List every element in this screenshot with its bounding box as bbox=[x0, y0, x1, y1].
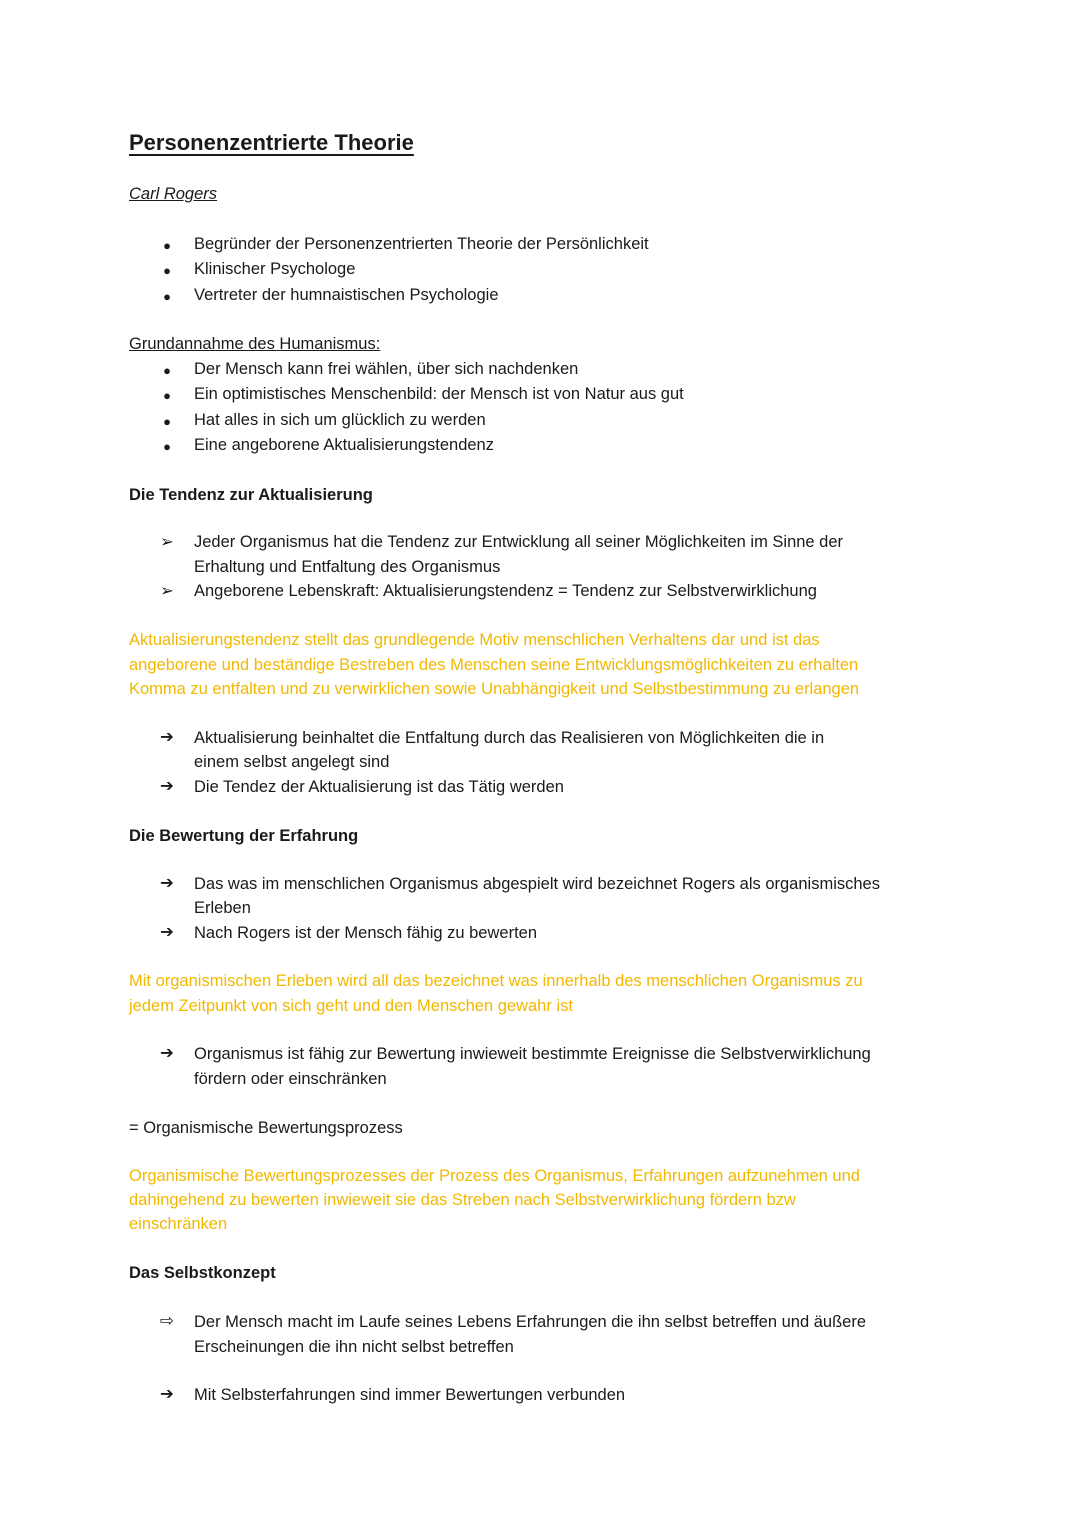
humanismus-label: Grundannahme des Humanismus: bbox=[129, 335, 381, 353]
list-item-continuation: fördern oder einschränken bbox=[194, 1070, 387, 1088]
highlight-text: Organismische Bewertungsprozesses der Prozess des Organismus, Erfahrungen aufzunehmen und bbox=[129, 1167, 860, 1185]
list-item: Angeborene Lebenskraft: Aktualisierungstendenz = Tendenz zur Selbstverwirklichung bbox=[194, 582, 817, 600]
arrow-right-icon: ➔ bbox=[160, 923, 174, 941]
section-heading: Die Bewertung der Erfahrung bbox=[129, 827, 359, 845]
outline-arrow-right-icon: ⇨ bbox=[160, 1312, 174, 1330]
list-item: Jeder Organismus hat die Tendenz zur Entwicklung all seiner Möglichkeiten im Sinne der bbox=[194, 533, 844, 551]
list-item-continuation: Erhaltung und Entfaltung des Organismus bbox=[194, 558, 501, 576]
list-item: Der Mensch kann frei wählen, über sich nachdenken bbox=[194, 360, 579, 378]
chevron-right-icon: ➢ bbox=[160, 533, 174, 551]
list-item: Eine angeborene Aktualisierungstendenz bbox=[194, 436, 494, 454]
bullet-dot: ● bbox=[163, 388, 171, 403]
highlight-text: Aktualisierungstendenz stellt das grundlegende Motiv menschlichen Verhaltens dar und ist das bbox=[129, 631, 820, 649]
highlight-text: Komma zu entfalten und zu verwirklichen sowie Unabhängigkeit und Selbstbestimmung zu erlangen bbox=[129, 680, 860, 698]
list-item-continuation: Erleben bbox=[194, 899, 251, 917]
author-name: Carl Rogers bbox=[129, 185, 218, 203]
list-item: Organismus ist fähig zur Bewertung inwieweit bestimmte Ereignisse die Selbstverwirklichung bbox=[194, 1045, 871, 1063]
equation-line: = Organismische Bewertungsprozess bbox=[129, 1119, 403, 1137]
highlight-text: einschränken bbox=[129, 1215, 228, 1233]
arrow-right-icon: ➔ bbox=[160, 1044, 174, 1062]
section-heading: Das Selbstkonzept bbox=[129, 1264, 276, 1282]
page-title: Personenzentrierte Theorie bbox=[129, 130, 414, 155]
arrow-right-icon: ➔ bbox=[160, 728, 174, 746]
chevron-right-icon: ➢ bbox=[160, 582, 174, 600]
list-item: Aktualisierung beinhaltet die Entfaltung durch das Realisieren von Möglichkeiten die in bbox=[194, 729, 825, 747]
list-item: Begründer der Personenzentrierten Theorie der Persönlichkeit bbox=[194, 235, 649, 253]
list-item-continuation: einem selbst angelegt sind bbox=[194, 753, 390, 771]
bullet-dot: ● bbox=[163, 289, 171, 304]
list-item: Die Tendez der Aktualisierung ist das Tätig werden bbox=[194, 778, 564, 796]
arrow-right-icon: ➔ bbox=[160, 777, 174, 795]
list-item-continuation: Erscheinungen die ihn nicht selbst betreffen bbox=[194, 1338, 514, 1356]
bullet-dot: ● bbox=[163, 238, 171, 253]
highlight-text: jedem Zeitpunkt von sich geht und den Menschen gewahr ist bbox=[129, 997, 573, 1015]
list-item: Hat alles in sich um glücklich zu werden bbox=[194, 411, 486, 429]
list-item: Nach Rogers ist der Mensch fähig zu bewerten bbox=[194, 924, 538, 942]
bullet-dot: ● bbox=[163, 263, 171, 278]
list-item: Ein optimistisches Menschenbild: der Mensch ist von Natur aus gut bbox=[194, 385, 684, 403]
bullet-dot: ● bbox=[163, 439, 171, 454]
section-heading: Die Tendenz zur Aktualisierung bbox=[129, 486, 373, 504]
bullet-dot: ● bbox=[163, 414, 171, 429]
list-item: Klinischer Psychologe bbox=[194, 260, 356, 278]
arrow-right-icon: ➔ bbox=[160, 1385, 174, 1403]
highlight-text: Mit organismischen Erleben wird all das bezeichnet was innerhalb des menschlichen Organismus zu bbox=[129, 972, 863, 990]
list-item: Das was im menschlichen Organismus abgespielt wird bezeichnet Rogers als organismisches bbox=[194, 875, 880, 893]
bullet-dot: ● bbox=[163, 363, 171, 378]
list-item: Vertreter der humnaistischen Psychologie bbox=[194, 286, 499, 304]
list-item: Der Mensch macht im Laufe seines Lebens Erfahrungen die ihn selbst betreffen und äußere bbox=[194, 1313, 867, 1331]
arrow-right-icon: ➔ bbox=[160, 874, 174, 892]
highlight-text: angeborene und beständige Bestreben des Menschen seine Entwicklungsmöglichkeiten zu erhalten bbox=[129, 656, 859, 674]
list-item: Mit Selbsterfahrungen sind immer Bewertungen verbunden bbox=[194, 1386, 626, 1404]
highlight-text: dahingehend zu bewerten inwieweit sie das Streben nach Selbstverwirklichung fördern bzw bbox=[129, 1191, 796, 1209]
